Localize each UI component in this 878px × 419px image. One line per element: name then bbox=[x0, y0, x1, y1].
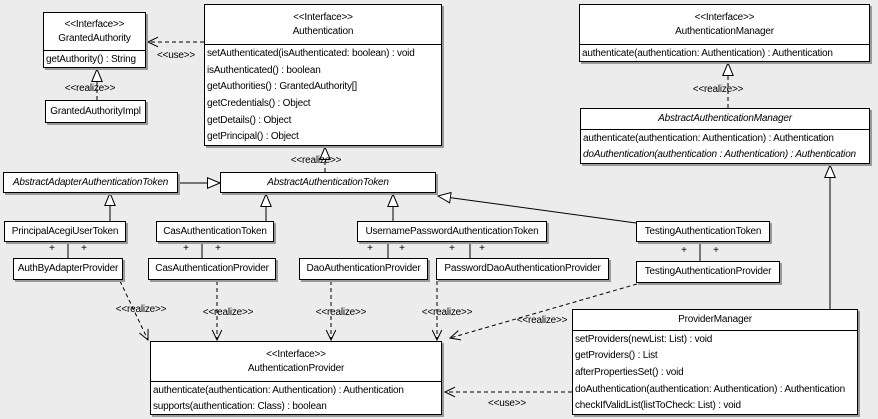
class-dao-authentication-provider[interactable] bbox=[299, 258, 428, 280]
method-label: getAuthority() : String bbox=[46, 53, 136, 65]
class-provider-manager[interactable] bbox=[572, 309, 858, 415]
gen-testing-token-to-abstract-token bbox=[438, 196, 636, 223]
class-name: AuthenticationManager bbox=[675, 25, 774, 37]
realize-label: <<realize>> bbox=[315, 307, 367, 318]
class-name: GrantedAuthority bbox=[58, 32, 131, 44]
stereotype-label: <<Interface>> bbox=[64, 19, 125, 30]
method-label: authenticate(authentication: Authentication) : Authentication bbox=[582, 47, 833, 59]
class-abstract-authentication-token[interactable] bbox=[220, 172, 436, 193]
assoc-plus: + bbox=[681, 245, 687, 256]
class-name: AuthByAdapterProvider bbox=[17, 263, 119, 275]
assoc-plus: + bbox=[49, 243, 55, 254]
class-name: DaoAuthenticationProvider bbox=[306, 263, 421, 275]
class-name: TestingAuthenticationProvider bbox=[644, 266, 772, 278]
class-testing-authentication-token[interactable] bbox=[636, 221, 770, 242]
class-authentication-provider[interactable] bbox=[150, 341, 442, 415]
class-name: UsernamePasswordAuthenticationToken bbox=[365, 225, 539, 237]
class-name: ProviderManager bbox=[573, 310, 857, 331]
assoc-plus: + bbox=[215, 243, 221, 254]
realize-label: <<realize>> bbox=[516, 315, 568, 326]
class-testing-authentication-provider[interactable] bbox=[636, 261, 780, 283]
method-label: getCredentials() : Object bbox=[207, 97, 311, 109]
class-name: GrantedAuthorityImpl bbox=[50, 105, 141, 117]
method-label: checkIfValidList(listToCheck: List) : void bbox=[575, 400, 741, 412]
assoc-plus: + bbox=[713, 245, 719, 256]
class-name: CasAuthenticationProvider bbox=[155, 263, 269, 275]
method-label: doAuthentication(authentication : Authentication) : Authentication bbox=[583, 149, 856, 161]
method-label: getPrincipal() : Object bbox=[207, 131, 299, 143]
method-label: authenticate(authentication: Authentication) : Authentication bbox=[153, 384, 404, 396]
method-label: getProviders() : List bbox=[575, 350, 658, 362]
class-name: Authentication bbox=[292, 25, 354, 37]
realize-label: <<realize>> bbox=[202, 307, 254, 318]
method-label: setAuthenticated(isAuthenticated: boolean) : void bbox=[207, 47, 415, 59]
assoc-plus: + bbox=[449, 243, 455, 254]
method-label: doAuthentication(authentication: Authentication) : Authentication bbox=[575, 383, 845, 395]
class-auth-by-adapter-provider[interactable] bbox=[13, 258, 123, 280]
assoc-plus: + bbox=[81, 243, 87, 254]
realize-label: <<realize>> bbox=[64, 83, 116, 94]
method-label: setProviders(newList: List) : void bbox=[575, 333, 713, 345]
method-label: isAuthenticated() : boolean bbox=[207, 64, 321, 76]
realize-label: <<realize>> bbox=[421, 307, 473, 318]
class-name: AbstractAuthenticationToken bbox=[267, 176, 389, 188]
realize-label: <<realize>> bbox=[290, 155, 342, 166]
stereotype-label: <<Interface>> bbox=[293, 12, 353, 23]
class-name: AbstractAuthenticationManager bbox=[581, 109, 869, 130]
assoc-plus: + bbox=[399, 243, 405, 254]
use-label: <<use>> bbox=[156, 50, 196, 61]
method-label: getAuthorities() : GrantedAuthority[] bbox=[207, 81, 357, 93]
class-name: PrincipalAcegiUserToken bbox=[11, 225, 119, 237]
class-name: TestingAuthenticationToken bbox=[644, 225, 762, 237]
class-granted-authority-impl[interactable] bbox=[45, 100, 146, 123]
use-label: <<use>> bbox=[487, 398, 527, 409]
class-cas-authentication-token[interactable] bbox=[156, 221, 274, 242]
class-name: AuthenticationProvider bbox=[247, 362, 345, 374]
stereotype-label: <<Interface>> bbox=[694, 12, 755, 23]
assoc-plus: + bbox=[183, 243, 189, 254]
class-username-password-authentication-token[interactable] bbox=[357, 221, 547, 242]
class-granted-authority[interactable] bbox=[43, 12, 146, 68]
class-name: CasAuthenticationToken bbox=[163, 225, 267, 237]
class-abstract-authentication-manager[interactable] bbox=[580, 108, 870, 164]
class-name: AbstractAdapterAuthenticationToken bbox=[12, 176, 169, 188]
realize-label: <<realize>> bbox=[692, 84, 744, 95]
method-label: getDetails() : Object bbox=[207, 114, 292, 126]
stereotype-label: <<Interface>> bbox=[266, 349, 326, 360]
assoc-plus: + bbox=[367, 243, 373, 254]
class-name: PasswordDaoAuthenticationProvider bbox=[444, 263, 601, 275]
class-principal-acegi-user-token[interactable] bbox=[4, 221, 126, 242]
method-label: authenticate(authentication: Authentication) : Authentication bbox=[583, 132, 834, 144]
class-authentication[interactable] bbox=[204, 4, 442, 146]
class-password-dao-authentication-provider[interactable] bbox=[436, 258, 609, 280]
method-label: supports(authentication: Class) : boolean bbox=[153, 400, 327, 412]
class-authentication-manager[interactable] bbox=[579, 4, 870, 62]
class-abstract-adapter-authentication-token[interactable] bbox=[3, 172, 178, 193]
method-label: afterPropertiesSet() : void bbox=[575, 366, 684, 378]
realize-label: <<realize>> bbox=[115, 304, 167, 315]
class-cas-authentication-provider[interactable] bbox=[148, 258, 276, 280]
assoc-plus: + bbox=[479, 243, 485, 254]
